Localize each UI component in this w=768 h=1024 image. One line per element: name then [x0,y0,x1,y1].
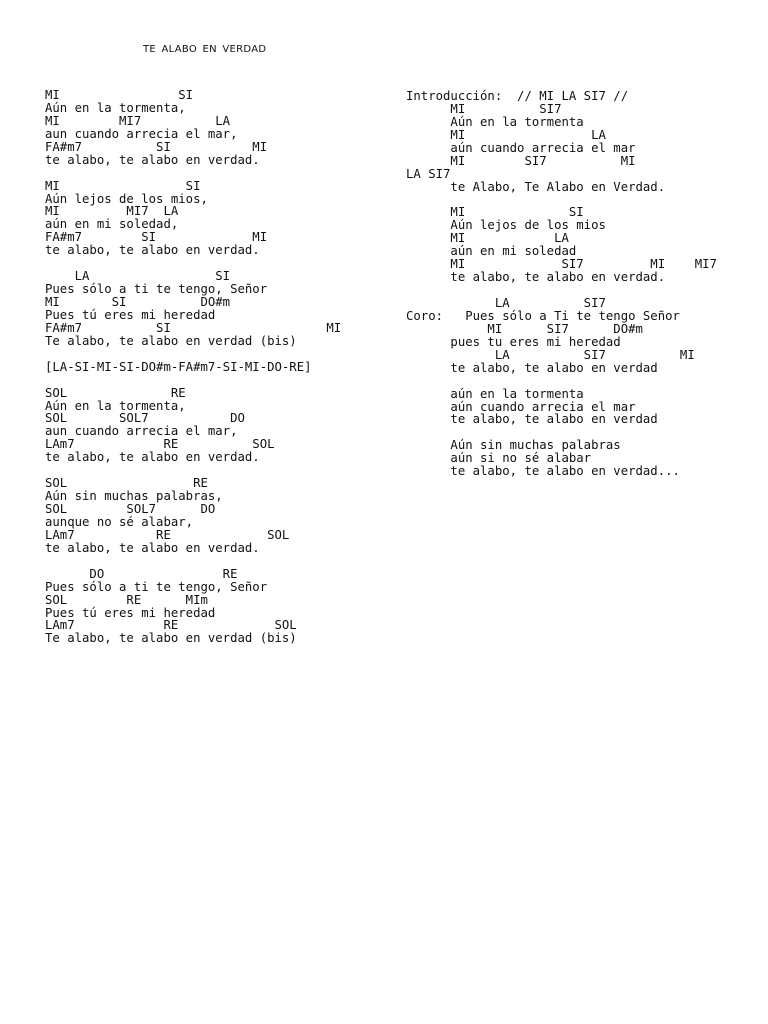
lyric-line: Aún sin muchas palabras [406,438,621,453]
lyric-line: te alabo, te alabo en verdad [406,360,658,375]
chord-line: MI LA [406,231,569,246]
lyric-line: te Alabo, Te Alabo en Verdad. [406,179,666,194]
lyric-line: aún en mi soledad [406,244,577,259]
lyric-line: te alabo, te alabo en verdad. [406,270,666,285]
lyric-line: aún cuando arrecia el mar [406,140,636,155]
chord-line: MI SI7 [406,101,562,116]
lyric-line: Coro: Pues sólo a Ti te tengo Señor [406,308,680,323]
chord-line: MI LA [406,127,606,142]
lyric-line: Pues sólo a ti te tengo, Señor [45,579,268,594]
lyric-line: [LA-SI-MI-SI-DO#m-FA#m7-SI-MI-DO-RE] [45,359,312,374]
chord-line: MI SI DO#m [45,295,231,309]
chord-line: FA#m7 SI MI [45,320,342,335]
chord-line: MI SI [406,205,584,220]
left-column-lyrics [45,89,341,645]
chord-line: LAm7 RE SOL [45,618,297,633]
blank-line [45,348,341,361]
chord-line: LA SI7 MI [406,347,695,362]
lyric-line: pues tu eres mi heredad [406,334,621,349]
lyric-line: te alabo, te alabo en verdad. [45,450,260,465]
lyric-line: aunque no sé alabar, [45,514,194,529]
chord-line: LAm7 RE SOL [45,527,290,542]
chord-line: SOL SOL7 DO [45,411,245,426]
chord-line: SOL SOL7 DO [45,502,216,516]
lyric-line: te alabo, te alabo en verdad. [45,540,260,555]
chord-line: MI SI7 MI [406,153,636,168]
lyric-line: Aún sin muchas palabras, [45,489,223,504]
lyric-line: Te alabo, te alabo en verdad (bis) [45,631,297,646]
chord-line: SOL RE MIm [45,592,208,607]
lyric-line: te alabo, te alabo en verdad. [45,243,260,258]
chord-line: MI SI [45,178,201,193]
lyric-line: te alabo, te alabo en verdad [406,412,658,427]
chord-line: DO RE [45,566,238,581]
lyric-line: Aún en la tormenta [406,114,584,129]
lyric-line: Te alabo, te alabo en verdad (bis) [45,333,297,348]
chord-line: SOL RE [45,385,186,400]
chord-line: SOL RE [45,476,208,491]
lyric-line: Pues tú eres mi heredad [45,307,216,322]
chord-line: MI MI7 LA [45,113,231,128]
chord-line: FA#m7 SI MI [45,139,268,154]
song-title: TE ALABO EN VERDAD [143,44,267,55]
lyric-line: Pues sólo a ti te tengo, Señor [45,282,268,297]
chord-line: MI MI7 LA [45,204,179,219]
lyric-line: Aún lejos de los mios, [45,191,208,206]
lyric-line: aún si no sé alabar [406,451,592,466]
lyric-line: Pues tú eres mi heredad [45,605,216,620]
lyric-line: Aún lejos de los mios [406,218,606,233]
lyric-line: Introducción: // MI LA SI7 // [406,89,629,103]
right-column-lyrics [406,90,717,478]
lyric-line: aun cuando arrecia el mar, [45,424,238,439]
lyric-line: te alabo, te alabo en verdad... [406,464,680,479]
lyric-line: Aún en la tormenta, [45,398,186,413]
blank-line [406,375,717,388]
chord-line: FA#m7 SI MI [45,230,268,245]
lyric-line: aun cuando arrecia el mar, [45,126,238,141]
lyric-line: Aún en la tormenta, [45,100,186,115]
blank-line [45,374,341,387]
lyric-line: aún en mi soledad, [45,217,179,232]
chord-line: MI SI7 DO#m [406,321,643,336]
chord-line: LA SI [45,269,231,284]
chord-line: LA SI7 [406,296,606,310]
chord-line: LA SI7 [406,166,451,181]
chord-line: LAm7 RE SOL [45,437,275,452]
blank-line [45,167,341,180]
blank-line [45,555,341,568]
lyric-line: aún cuando arrecia el mar [406,399,636,414]
chord-line: MI SI7 MI MI7 [406,257,717,272]
lyric-line: te alabo, te alabo en verdad. [45,152,260,167]
lyric-line: aún en la tormenta [406,386,584,401]
chord-line: MI SI [45,88,194,102]
